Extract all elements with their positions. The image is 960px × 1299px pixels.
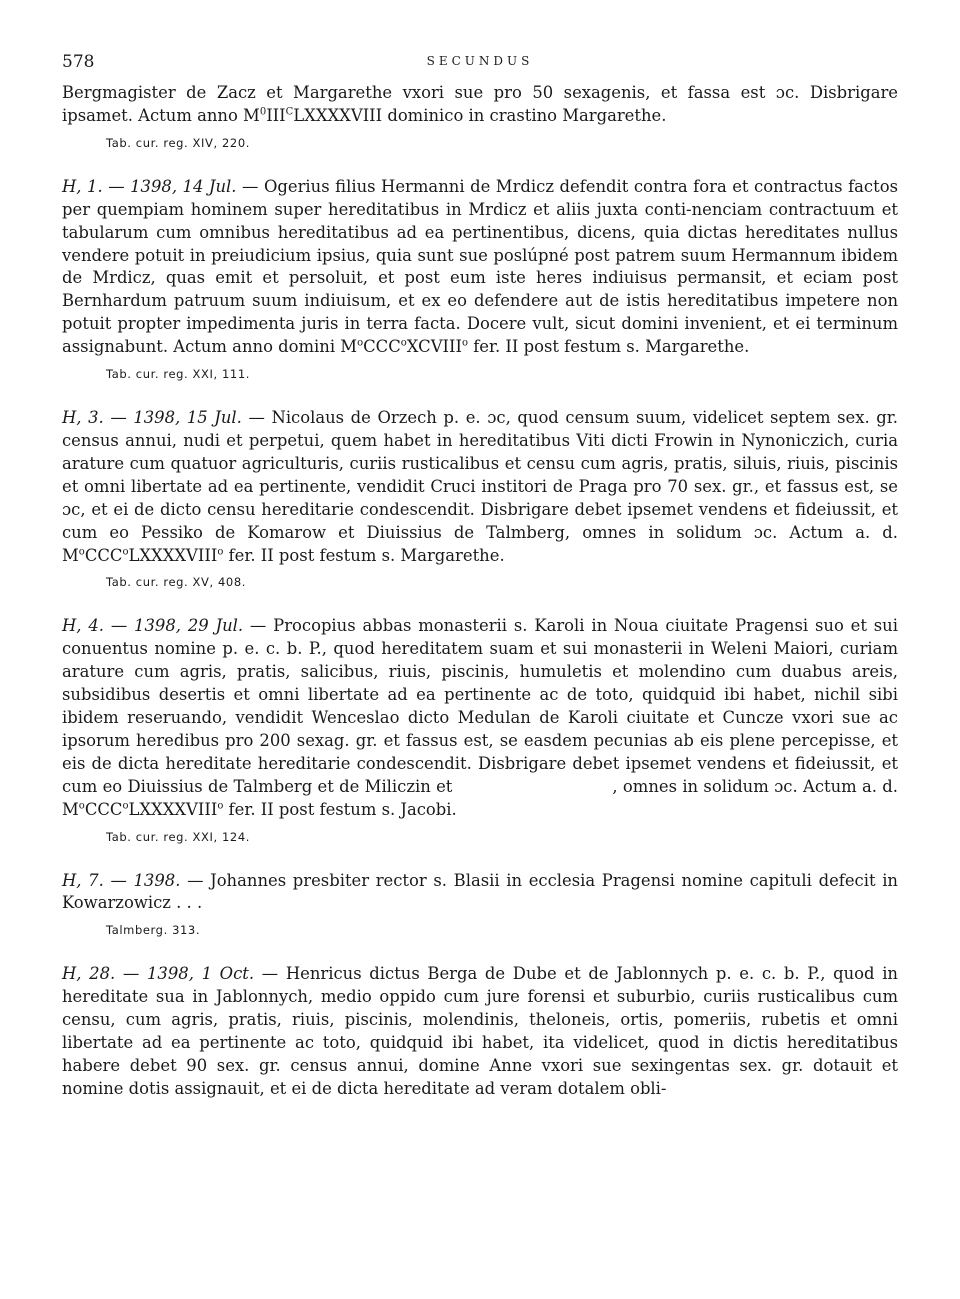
source-citation: Tab. cur. reg. XIV, 220. — [106, 135, 250, 150]
entry-body: CCC — [363, 337, 401, 357]
superscript: o — [357, 337, 364, 349]
page-number: 578 — [62, 52, 95, 72]
entry-body: CCC — [84, 545, 123, 565]
entry-body: — Ogerius filius Hermanni de Mrdicz defendit contra fora et contractus factos per quempiam hominem super hereditatibus in Mrdicz et aliis juxta conti-nenciam contractuum et tabularum cum omnibus hereditatibus ad ea pertinentibus, dicens, quia dictas hereditates nullus vendere potuit in preiudicium ipsius, quia sunt sue poslúpné post patrem suum Hermannum ibidem de Mrdicz, quas emit et persoluit, et post eum iste heres indiuisus permansit, et eciam post Bernhardum patruum suum indiuisum, et ex eo defendere aut de istis hereditatibus impetere non potuit propter impedimenta juris in terra facta. Docere vult, sicut domini invenient, et ei terminum assignabunt. Actum anno domini M — [62, 176, 898, 357]
running-header — [62, 52, 898, 82]
entry-body: CCC — [84, 799, 123, 819]
entry-body: XCVIII — [406, 337, 462, 357]
source-citation: Tab. cur. reg. XXI, 124. — [106, 829, 250, 844]
superscript: o — [122, 800, 129, 812]
entry-body: — Procopius abbas monasterii s. Karoli in Noua ciuitate Pragensi suo et sui conuentus nomine p. e. c. b. P., quod hereditatem suam et sui monasterii in Weleni Maiori, curiam arature cum agris, pratis, salicibus, riuis, piscinis, humuletis et molendino cum duabus areis, subsidibus desertis et omni libertate ad ea pertinente ac de toto, quidquid ibi habet, nichil sibi ibidem reseruando, vendidit Wenceslao dicto Medulan de Karoli ciuitate et Cuncze vxori sue ac ipsorum heredibus pro 200 sexag. gr. et fassus est, se easdem pecunias ab eis plene percepisse, et eis de dicta hereditate hereditarie condescendit. Disbrigare debet ipsemet vendens et fideiussit, et cum eo Diuissius de Talmberg et de Miliczin et — [62, 616, 898, 796]
entry-h7 — [62, 870, 898, 940]
entry-body: fer. II post festum s. Margarethe. — [468, 337, 750, 357]
superscript: C — [285, 106, 294, 118]
entry-h1 — [62, 176, 898, 383]
document-page — [62, 52, 898, 1101]
entry-body: omnes in solidum ɔc. Actum a. d. M — [62, 776, 898, 819]
entry-body: — Nicolaus de Orzech p. e. ɔc, quod censum suum, videlicet septem sex. gr. census annui, nudi et perpetui, quem habet in hereditatibus Viti dicti Frowin in Nynoniczich, curia arature cum quatuor agriculturis, curiis rusticalibus et censu cum agris, pratis, siluis, riuis, piscinis et omni libertate ad ea pertinente, vendidit Cruci institori de Praga pro 70 sex. gr., et fassus est, se ɔc, et ei de dicto censu hereditarie condescendit. Disbrigare debet ipsemet vendens et fideiussit, et cum eo Pessiko de Komarow et Diuissius de Talmberg, omnes in solidum ɔc. Actum a. d. M — [62, 408, 898, 565]
continuation-line-2a: ipsamet. Actum anno M — [62, 105, 260, 125]
entry-heading: H, 1. — 1398, 14 Jul. — [62, 176, 237, 196]
continuation-line-2b: III — [266, 105, 286, 125]
continuation-text — [62, 82, 898, 128]
entry-text — [62, 963, 898, 1100]
entry-body: fer. II post festum s. Margarethe. — [223, 545, 505, 565]
source-citation: Tab. cur. reg. XXI, 111. — [106, 367, 250, 382]
entry-body: — Henricus dictus Berga de Dube et de Jablonnych p. e. c. b. P., quod in hereditate sua in Jablonnych, medio oppido cum jure forensi et suburbio, curiis rusticalibus cum censu, cum agris, pratis, riuis, piscinis, molendinis, theloneis, ortis, pomeriis, rubetis et omni libertate ad ea pertinente ac toto, quidquid ibi habet, ita videlicet, quod in dictis hereditatibus habere debet 90 sex. gr. census annui, domine Anne vxori sue sexingentas sex. gr. dotauit et nomine dotis assignauit, et ei de dicta hereditate ad veram dotalem obli- — [62, 964, 898, 1098]
superscript: o — [461, 337, 468, 349]
entry-heading: H, 3. — 1398, 15 Jul. — [62, 408, 242, 428]
entry-body: fer. II post festum s. Jacobi. — [223, 799, 457, 819]
superscript: o — [78, 800, 85, 812]
entry-text — [62, 870, 898, 916]
continuation-entry — [62, 82, 898, 152]
entry-text — [62, 407, 898, 567]
superscript: 0 — [259, 106, 267, 118]
entry-heading: H, 28. — 1398, 1 Oct. — [62, 964, 255, 984]
entry-heading: H, 7. — 1398. — [62, 870, 181, 890]
entry-text — [62, 615, 898, 821]
running-title: SECUNDUS — [426, 54, 534, 68]
entry-body: — Johannes presbiter rector s. Blasii in ecclesia Pragensi nomine capituli defecit in Kowarzowicz . . . — [62, 870, 898, 913]
continuation-line-2c: LXXXXVIII dominico in crastino Margarethe. — [293, 105, 667, 125]
entry-h28 — [62, 963, 898, 1100]
entry-heading: H, 4. — 1398, 29 Jul. — [62, 616, 244, 636]
source-citation: Tab. cur. reg. XV, 408. — [106, 575, 246, 590]
entry-body: , — [612, 776, 618, 796]
entry-body: LXXXXVIII — [128, 545, 218, 565]
entry-h3 — [62, 407, 898, 591]
source-citation: Talmberg. 313. — [106, 923, 201, 938]
entry-h4 — [62, 615, 898, 845]
superscript: o — [217, 546, 224, 558]
superscript: o — [122, 546, 129, 558]
superscript: o — [400, 337, 407, 349]
entry-body: LXXXXVIII — [128, 799, 218, 819]
superscript: o — [217, 800, 224, 812]
entry-text — [62, 176, 898, 359]
continuation-line-1: Bergmagister de Zacz et Margarethe vxori sue pro 50 sexagenis, et fassa est ɔc. Disbrigare — [62, 83, 898, 102]
superscript: o — [78, 546, 85, 558]
